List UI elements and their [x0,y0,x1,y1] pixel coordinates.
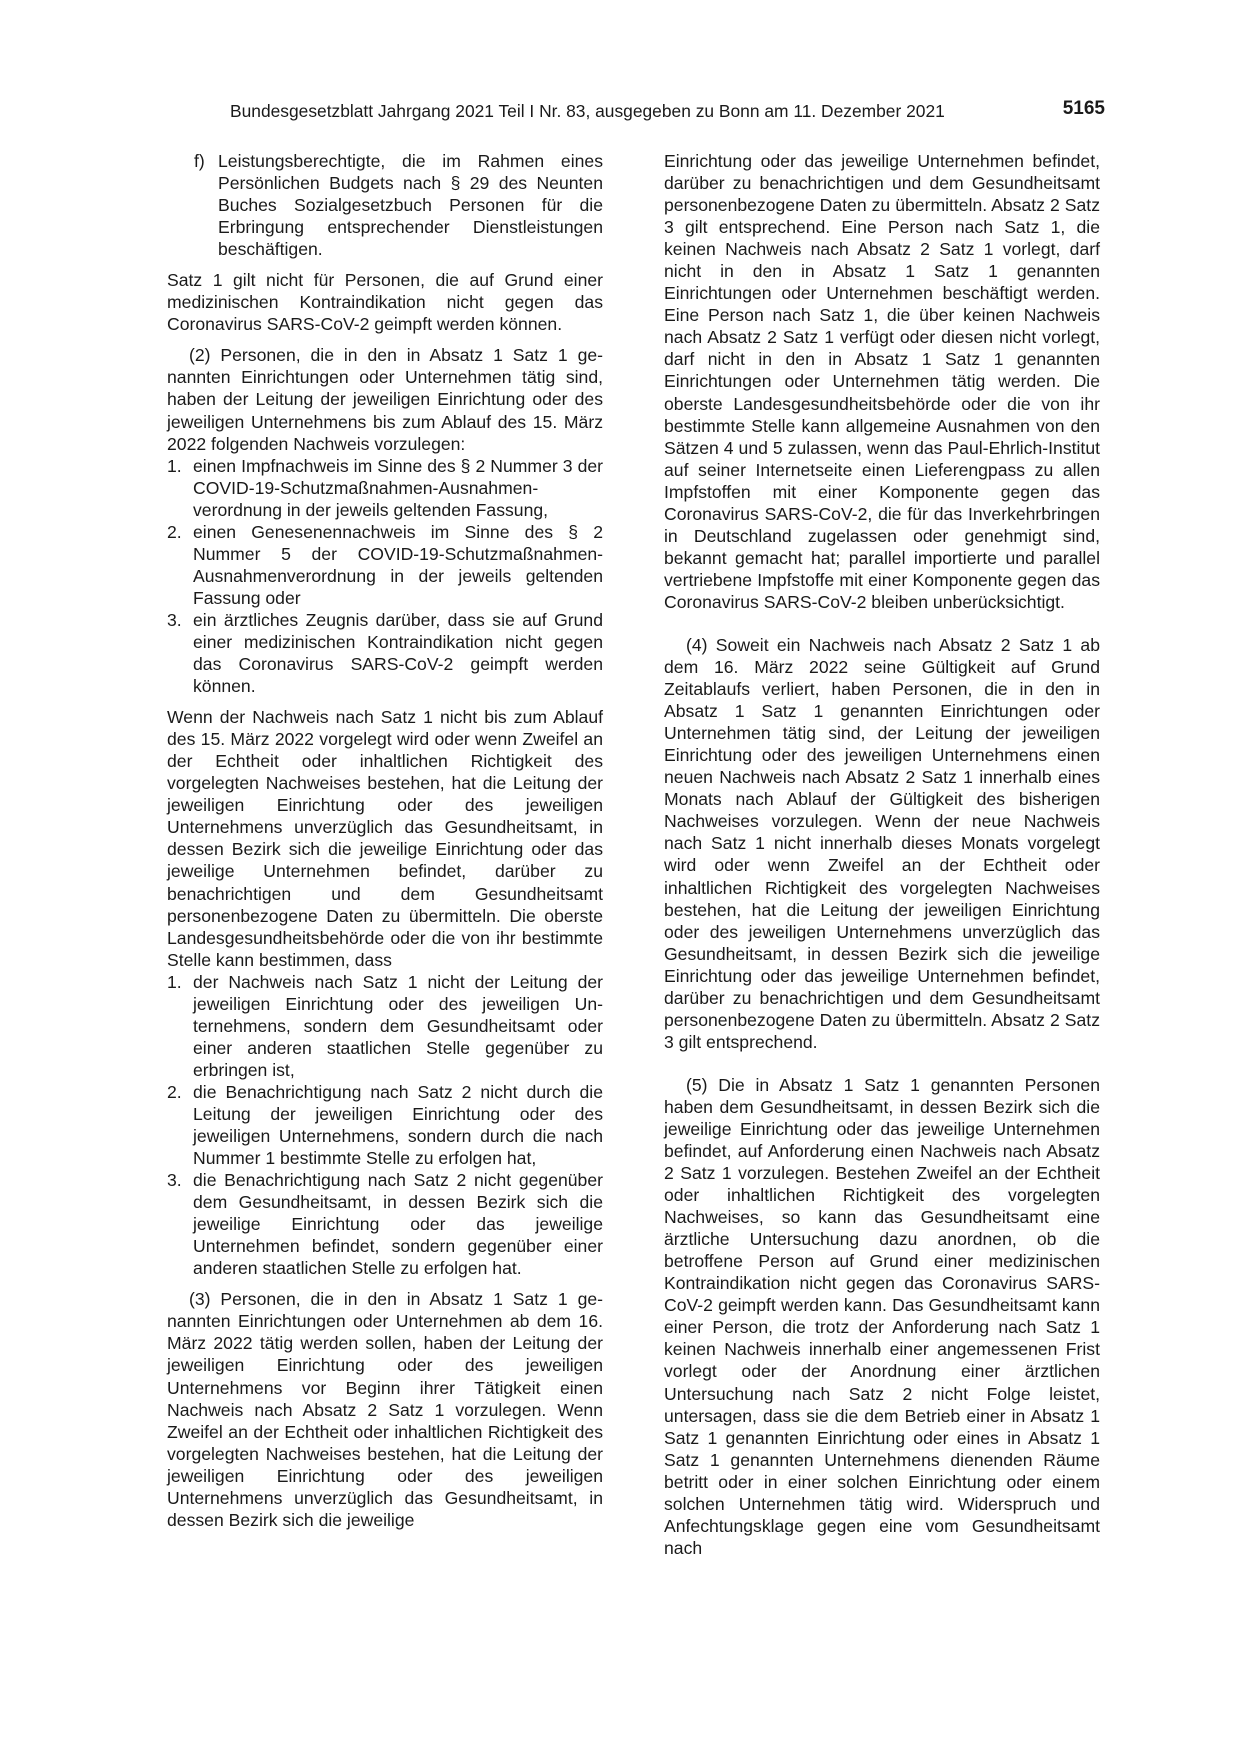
list-item [167,1169,603,1279]
list-item-text: ein ärztliches Zeugnis darüber, dass sie auf Grund einer medizinischen Kontraindikation nicht gegen das Coronavirus SARS-CoV-2 geimpft werden können. [193,609,603,697]
list-item [167,609,603,697]
paragraph-absatz-2: (2) Personen, die in den in Absatz 1 Satz 1 genannten Einrichtungen oder Unternehmen tätig sind, haben der Leitung der jeweiligen Einrichtung oder des jeweiligen Unternehmens bis zum Ablauf des 15. März 2022 folgenden Nachweis vorzulegen: [167,345,603,454]
paragraph-absatz-3-continued: Einrichtung oder das jeweilige Unternehmen befindet, darüber zu benachrichtigen und dem Gesundheitsamt personenbezogene Daten zu übermitteln. Absatz 2 Satz 3 gilt entsprechend. Eine Person nach Satz 1, die keinen Nachweis nach Absatz 2 Satz 1 vorlegt, darf nicht in den in Absatz 1 Satz 1 genannten Einrichtungen oder Unternehmen beschäftigt werden. Eine Person nach Satz 1, die über keinen Nachweis nach Absatz 2 Satz 1 verfügt oder diesen nicht vorlegt, darf nicht in den in Absatz 1 Satz 1 genannten Einrichtungen oder Unternehmen tätig werden. Die oberste Landesgesundheitsbehörde oder die von ihr bestimmte Stelle kann allgemeine Ausnahmen von den Sätzen 4 und 5 zulassen, wenn das Paul-Ehrlich-Institut auf seiner Internetseite einen Lieferengpass zu allen Impfstoffen mit einer Komponente gegen das Coronavirus SARS-CoV-2, die für das Inverkehrbringen in Deutschland zugelassen oder genehmigt sind, bekannt gemacht hat; parallel importierte und parallel vertriebene Impfstoffe mit einer Komponente gegen das Coronavirus SARS-CoV-2 bleiben unberücksichtigt. [664,151,1100,612]
page-number: 5165 [1062,98,1105,119]
paragraph-absatz-5: (5) Die in Absatz 1 Satz 1 genannten Personen haben dem Gesundheitsamt, in dessen Bezirk sich die jeweilige Einrichtung oder das jeweilige Unternehmen befindet, auf Anforderung einen Nachweis nach Absatz 2 Satz 1 vorzulegen. Bestehen Zweifel an der Echtheit oder inhaltlichen Richtigkeit des vorgelegten Nachweises, so kann das Gesundheitsamt eine ärztliche Untersuchung dazu anordnen, ob die betroffene Person auf Grund einer medizinischen Kontraindikation nicht gegen das Coronavirus SARS-CoV-2 geimpft werden kann. Das Gesundheitsamt kann einer Person, die trotz der Anforderung nach Satz 1 keinen Nachweis innerhalb einer angemessenen Frist vorlegt oder der Anordnung einer ärztlichen Untersuchung nach Satz 2 nicht Folge leistet, untersagen, dass sie die dem Betrieb einer in Absatz 1 Satz 1 genannten Einrichtung oder eines in Absatz 1 Satz 1 genannten Unternehmens dienenden Räume betritt oder in einer solchen Einrichtung oder einem solchen Unternehmen tätig wird. Widerspruch und Anfechtungsklage gegen eine vom Gesundheitsamt nach [664,1074,1100,1558]
list-marker: 3. [167,1170,182,1191]
paragraph-satz1: Satz 1 gilt nicht für Personen, die auf Grund einer medizinischen Kontraindikation nicht gegen das Coronavirus SARS-CoV-2 geimpft werden können. [167,270,603,335]
list-item-text: die Benachrichtigung nach Satz 2 nicht durch die Leitung der jeweiligen Einrichtung oder des jeweiligen Unternehmens, sondern durch die nach Nummer 1 bestimmte Stelle zu erfolgen hat, [193,1081,603,1169]
list-marker: 2. [167,1081,182,1102]
list-marker: 2. [167,521,182,542]
list-item-text: der Nachweis nach Satz 1 nicht der Leitung der jeweiligen Einrichtung oder des jeweiligen Unternehmens, sondern dem Gesundheitsamt oder einer anderen staatlichen Stelle gegenüber zu erbringen ist, [193,971,603,1080]
list-item [167,455,603,521]
paragraph-absatz-3: (3) Personen, die in den in Absatz 1 Satz 1 genannten Einrichtungen oder Unternehmen ab dem 16. März 2022 tätig werden sollen, haben der Leitung der jeweiligen Einrichtung oder des jeweiligen Unternehmens vor Beginn ihrer Tätigkeit einen Nachweis nach Absatz 2 Satz 1 vorzulegen. Wenn Zweifel an der Echtheit oder inhaltlichen Richtigkeit des vorgelegten Nachweises bestehen, hat die Leitung der jeweiligen Einrichtung oder des jeweiligen Unternehmens unverzüglich das Gesundheitsamt, in dessen Bezirk sich die jeweilige [167,1289,603,1530]
list-marker: f) [194,151,205,171]
list-item [167,521,603,609]
list-item [167,1081,603,1169]
list-marker: 3. [167,609,182,630]
left-column [167,150,603,1531]
list-item-text: einen Genesenennachweis im Sinne des § 2 Nummer 5 der COVID-19-Schutzmaßnahmen-Ausnahmenverordnung in der jeweils geltenden Fassung oder [193,521,603,608]
paragraph-wenn: Wenn der Nachweis nach Satz 1 nicht bis zum Ablauf des 15. März 2022 vorgelegt wird oder wenn Zweifel an der Echtheit oder inhaltlichen Richtigkeit des vorgelegten Nachweises bestehen, hat die Leitung der jeweiligen Einrichtung oder des jeweiligen Unternehmens unverzüglich das Gesundheitsamt, in dessen Bezirk sich die jeweilige Einrichtung oder das jeweilige Unternehmen befindet, darüber zu benachrichtigen und dem Gesundheitsamt personenbezogene Daten zu übermitteln. Die oberste Landesgesundheitsbehörde oder die von ihr bestimmte Stelle kann bestimmen, dass [167,707,603,970]
list-marker: 1. [167,455,182,476]
list-item-f [167,150,603,260]
running-header: Bundesgesetzblatt Jahrgang 2021 Teil I Nr. 83, ausgegeben zu Bonn am 11. Dezember 2021 [230,101,945,121]
list-item [167,971,603,1081]
list-marker: 1. [167,971,182,992]
paragraph-absatz-4: (4) Soweit ein Nachweis nach Absatz 2 Satz 1 ab dem 16. März 2022 seine Gültigkeit auf Grund Zeitablaufs verliert, haben Personen, die in den in Absatz 1 Satz 1 genannten Einrichtungen oder Unternehmen tätig sind, der Leitung der jeweiligen Einrichtung oder des jeweiligen Unternehmens einen neuen Nachweis nach Absatz 2 Satz 1 innerhalb eines Monats nach Ablauf der Gültigkeit des bisherigen Nachweises vorzulegen. Wenn der neue Nachweis nach Satz 1 nicht innerhalb dieses Monats vorgelegt wird oder wenn Zweifel an der Echtheit oder inhaltlichen Richtigkeit des vorgelegten Nachweises bestehen, hat die Leitung der jeweiligen Einrichtung oder des jeweiligen Unternehmens unverzüglich das Gesundheitsamt, in dessen Bezirk sich die jeweilige Einrichtung oder das jeweilige Unternehmen befindet, darüber zu benachrichtigen und dem Gesundheitsamt personenbezogene Daten zu übermitteln. Absatz 2 Satz 3 gilt entsprechend. [664,634,1100,1052]
list-item-text: Leistungsberechtigte, die im Rahmen eines Persönlichen Budgets nach § 29 des Neunten Buches Sozialgesetzbuch Personen für die Erbringung entsprechender Dienstleistungen beschäftigen. [218,151,603,260]
list-item-text: die Benachrichtigung nach Satz 2 nicht gegenüber dem Gesundheitsamt, in dessen Bezirk sich die jeweilige Einrichtung oder das jeweilige Unternehmen befindet, sondern gegenüber einer anderen staatlichen Stelle zu erfolgen hat. [193,1170,603,1279]
right-column [664,150,1100,1559]
list-item-text: einen Impfnachweis im Sinne des § 2 Nummer 3 der COVID-19-Schutzmaßnahmen-Ausnahmenverordnung in der jeweils geltenden Fassung, [193,455,603,520]
